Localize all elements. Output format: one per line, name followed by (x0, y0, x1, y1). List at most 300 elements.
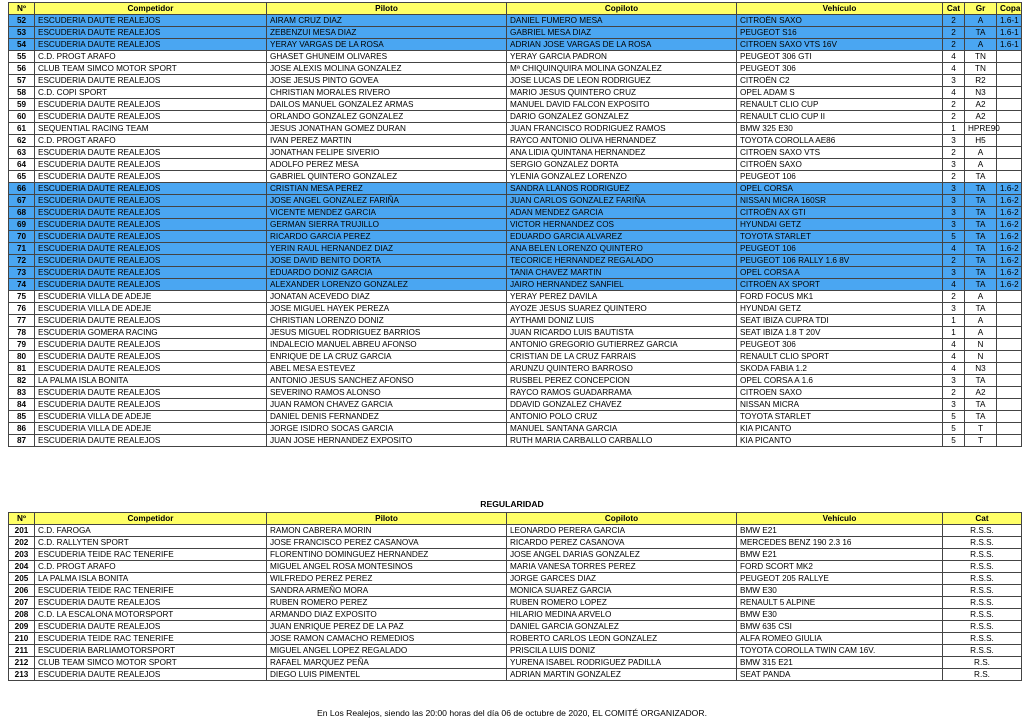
cell-copiloto: DARIO GONZALEZ GONZALEZ (507, 111, 737, 123)
table-row (9, 159, 1022, 171)
cell-gr: TN (965, 51, 997, 63)
cell-piloto: JUAN RAMON CHAVEZ GARCIA (267, 399, 507, 411)
cell-competidor: C.D. COPI SPORT (35, 87, 267, 99)
cell-piloto: SEVERINO RAMOS ALONSO (267, 387, 507, 399)
cell-cat: 3 (943, 159, 965, 171)
cell-cat: 3 (943, 267, 965, 279)
cell-cat: 2 (943, 387, 965, 399)
cell-vehiculo: RENAULT 5 ALPINE (737, 597, 943, 609)
cell-copa (997, 327, 1022, 339)
cell-piloto: INDALECIO MANUEL ABREU AFONSO (267, 339, 507, 351)
cell-gr: N3 (965, 87, 997, 99)
cell-vehiculo: SEAT PANDA (737, 669, 943, 681)
cell-gr: H5 (965, 135, 997, 147)
cell-cat: 2 (943, 111, 965, 123)
cell-vehiculo: SEAT IBIZA CUPRA TDI (737, 315, 943, 327)
cell-num: 67 (9, 195, 35, 207)
cell-piloto: CRISTIAN MESA PEREZ (267, 183, 507, 195)
cell-competidor: ESCUDERIA BARLIAMOTORSPORT (35, 645, 267, 657)
cell-copa (997, 375, 1022, 387)
cell-gr: TA (965, 243, 997, 255)
reg-header-competidor: Competidor (35, 513, 267, 525)
cell-vehiculo: PEUGEOT 205 RALLYE (737, 573, 943, 585)
cell-copa (997, 99, 1022, 111)
cell-vehiculo: RENAULT CLIO CUP (737, 99, 943, 111)
cell-num: 79 (9, 339, 35, 351)
cell-piloto: DANIEL DENIS FERNANDEZ (267, 411, 507, 423)
cell-competidor: ESCUDERIA TEIDE RAC TENERIFE (35, 633, 267, 645)
cell-copiloto: RICARDO PEREZ CASANOVA (507, 537, 737, 549)
cell-piloto: SANDRA ARMEÑO MORA (267, 585, 507, 597)
regularidad-table-header (9, 513, 1022, 525)
cell-cat: 1 (943, 327, 965, 339)
cell-gr: N (965, 339, 997, 351)
cell-vehiculo: OPEL ADAM S (737, 87, 943, 99)
cell-piloto: JUAN ENRIQUE PEREZ DE LA PAZ (267, 621, 507, 633)
cell-num: 206 (9, 585, 35, 597)
table-row (9, 351, 1022, 363)
cell-copa: 1.6-2 (997, 255, 1022, 267)
cell-gr: TA (965, 183, 997, 195)
cell-piloto: ADOLFO PEREZ MESA (267, 159, 507, 171)
cell-cat: 3 (943, 75, 965, 87)
cell-competidor: ESCUDERIA DAUTE REALEJOS (35, 351, 267, 363)
cell-num: 73 (9, 267, 35, 279)
cell-copa (997, 75, 1022, 87)
regularidad-heading: REGULARIDAD (480, 499, 544, 509)
cell-num: 66 (9, 183, 35, 195)
cell-cat: 4 (943, 87, 965, 99)
cell-cat: 3 (943, 375, 965, 387)
cell-num: 74 (9, 279, 35, 291)
cell-num: 55 (9, 51, 35, 63)
cell-vehiculo: NISSAN MICRA 160SR (737, 195, 943, 207)
cell-vehiculo: CITROEN SAXO VTS 16V (737, 39, 943, 51)
regularidad-table (8, 512, 1022, 681)
cell-copa: 1.6-1 (997, 15, 1022, 27)
cell-cat: R.S.S. (943, 561, 1022, 573)
cell-num: 86 (9, 423, 35, 435)
cell-num: 204 (9, 561, 35, 573)
table-row (9, 375, 1022, 387)
cell-gr: A (965, 327, 997, 339)
cell-copiloto: MANUEL SANTANA GARCIA (507, 423, 737, 435)
cell-copiloto: TANIA CHAVEZ MARTIN (507, 267, 737, 279)
cell-copiloto: MONICA SUAREZ GARCIA (507, 585, 737, 597)
cell-competidor: ESCUDERIA VILLA DE ADEJE (35, 303, 267, 315)
cell-competidor: ESCUDERIA VILLA DE ADEJE (35, 423, 267, 435)
cell-gr: A (965, 15, 997, 27)
cell-num: 72 (9, 255, 35, 267)
cell-cat: R.S.S. (943, 537, 1022, 549)
cell-copiloto: JUAN CARLOS GONZALEZ FARIÑA (507, 195, 737, 207)
cell-piloto: JOSE FRANCISCO PEREZ CASANOVA (267, 537, 507, 549)
cell-num: 209 (9, 621, 35, 633)
cell-num: 77 (9, 315, 35, 327)
table-row (9, 423, 1022, 435)
cell-gr: TA (965, 399, 997, 411)
cell-piloto: AIRAM CRUZ DIAZ (267, 15, 507, 27)
header-piloto: Piloto (267, 3, 507, 15)
cell-competidor: ESCUDERIA DAUTE REALEJOS (35, 363, 267, 375)
cell-competidor: ESCUDERIA DAUTE REALEJOS (35, 39, 267, 51)
cell-piloto: ZEBENZUI MESA DIAZ (267, 27, 507, 39)
cell-num: 54 (9, 39, 35, 51)
cell-competidor: ESCUDERIA DAUTE REALEJOS (35, 99, 267, 111)
cell-num: 62 (9, 135, 35, 147)
cell-piloto: WILFREDO PEREZ PEREZ (267, 573, 507, 585)
cell-num: 87 (9, 435, 35, 447)
cell-num: 70 (9, 231, 35, 243)
cell-cat: 2 (943, 99, 965, 111)
cell-copa (997, 51, 1022, 63)
cell-copiloto: GABRIEL MESA DIAZ (507, 27, 737, 39)
cell-piloto: CHRISTIAN MORALES RIVERO (267, 87, 507, 99)
header-copiloto: Copiloto (507, 3, 737, 15)
table-row (9, 573, 1022, 585)
cell-num: 210 (9, 633, 35, 645)
cell-cat: 3 (943, 135, 965, 147)
cell-cat: 3 (943, 399, 965, 411)
cell-copiloto: RAYCO RAMOS GUADARRAMA (507, 387, 737, 399)
cell-cat: 2 (943, 147, 965, 159)
cell-competidor: C.D. LA ESCALONA MOTORSPORT (35, 609, 267, 621)
cell-cat: R.S.S. (943, 633, 1022, 645)
cell-copa (997, 411, 1022, 423)
cell-piloto: IVAN PEREZ MARTIN (267, 135, 507, 147)
cell-piloto: MIGUEL ANGEL LOPEZ REGALADO (267, 645, 507, 657)
cell-piloto: EDUARDO DONIZ GARCIA (267, 267, 507, 279)
cell-copiloto: ANTONIO POLO CRUZ (507, 411, 737, 423)
table-row (9, 147, 1022, 159)
cell-vehiculo: BMW 325 E30 (737, 123, 943, 135)
cell-gr: T (965, 423, 997, 435)
cell-competidor: ESCUDERIA DAUTE REALEJOS (35, 597, 267, 609)
cell-piloto: ENRIQUE DE LA CRUZ GARCIA (267, 351, 507, 363)
cell-cat: 2 (943, 15, 965, 27)
cell-vehiculo: BMW E30 (737, 609, 943, 621)
cell-competidor: LA PALMA ISLA BONITA (35, 375, 267, 387)
table-row (9, 435, 1022, 447)
cell-competidor: ESCUDERIA DAUTE REALEJOS (35, 435, 267, 447)
cell-num: 213 (9, 669, 35, 681)
cell-competidor: ESCUDERIA DAUTE REALEJOS (35, 315, 267, 327)
cell-piloto: JORGE ISIDRO SOCAS GARCIA (267, 423, 507, 435)
cell-cat: R.S.S. (943, 549, 1022, 561)
table-row (9, 279, 1022, 291)
header-vehiculo: Vehículo (737, 3, 943, 15)
cell-competidor: ESCUDERIA DAUTE REALEJOS (35, 399, 267, 411)
cell-cat: 3 (943, 207, 965, 219)
cell-competidor: ESCUDERIA DAUTE REALEJOS (35, 111, 267, 123)
cell-cat: 4 (943, 351, 965, 363)
cell-gr: TA (965, 255, 997, 267)
cell-piloto: YERIN RAUL HERNANDEZ DIAZ (267, 243, 507, 255)
cell-cat: 5 (943, 411, 965, 423)
cell-cat: R.S.S. (943, 573, 1022, 585)
cell-competidor: ESCUDERIA DAUTE REALEJOS (35, 147, 267, 159)
cell-cat: 3 (943, 183, 965, 195)
cell-cat: 1 (943, 315, 965, 327)
cell-num: 203 (9, 549, 35, 561)
cell-num: 60 (9, 111, 35, 123)
table-row (9, 315, 1022, 327)
cell-vehiculo: CITROEN SAXO (737, 387, 943, 399)
cell-copiloto: DANIEL FUMERO MESA (507, 15, 737, 27)
cell-piloto: DIEGO LUIS PIMENTEL (267, 669, 507, 681)
cell-vehiculo: RENAULT CLIO SPORT (737, 351, 943, 363)
cell-copiloto: ANA BELEN LORENZO QUINTERO (507, 243, 737, 255)
cell-cat: R.S.S. (943, 525, 1022, 537)
cell-copiloto: TECORICE HERNANDEZ REGALADO (507, 255, 737, 267)
cell-piloto: ANTONIO JESUS SANCHEZ AFONSO (267, 375, 507, 387)
cell-copa (997, 351, 1022, 363)
cell-cat: 4 (943, 51, 965, 63)
table-row (9, 99, 1022, 111)
cell-gr: TA (965, 171, 997, 183)
cell-cat: 3 (943, 219, 965, 231)
table-row (9, 195, 1022, 207)
reg-header-copiloto: Copiloto (507, 513, 737, 525)
cell-copa (997, 291, 1022, 303)
cell-copa (997, 87, 1022, 99)
table-row (9, 657, 1022, 669)
table-row (9, 27, 1022, 39)
cell-copa: 1.6-2 (997, 231, 1022, 243)
cell-copiloto: MARIA VANESA TORRES PEREZ (507, 561, 737, 573)
cell-copa (997, 315, 1022, 327)
cell-competidor: ESCUDERIA DAUTE REALEJOS (35, 183, 267, 195)
cell-copiloto: YERAY GARCIA PADRON (507, 51, 737, 63)
header-gr: Gr (965, 3, 997, 15)
cell-copa (997, 111, 1022, 123)
cell-num: 59 (9, 99, 35, 111)
cell-competidor: ESCUDERIA DAUTE REALEJOS (35, 171, 267, 183)
cell-vehiculo: PEUGEOT 306 (737, 63, 943, 75)
cell-copiloto: ANTONIO GREGORIO GUTIERREZ GARCIA (507, 339, 737, 351)
cell-piloto: RAMON CABRERA MORIN (267, 525, 507, 537)
cell-gr: TA (965, 375, 997, 387)
cell-gr: N (965, 351, 997, 363)
cell-gr: A (965, 291, 997, 303)
header-num: Nº (9, 3, 35, 15)
cell-copiloto: RUBEN ROMERO LOPEZ (507, 597, 737, 609)
cell-piloto: VICENTE MENDEZ GARCIA (267, 207, 507, 219)
cell-competidor: C.D. PROGT ARAFO (35, 51, 267, 63)
cell-gr: R2 (965, 75, 997, 87)
cell-gr: TA (965, 267, 997, 279)
cell-copiloto: ARUNZU QUINTERO BARROSO (507, 363, 737, 375)
cell-cat: 3 (943, 195, 965, 207)
cell-num: 71 (9, 243, 35, 255)
cell-copiloto: JORGE GARCES DIAZ (507, 573, 737, 585)
cell-competidor: C.D. PROGT ARAFO (35, 561, 267, 573)
footer-note: En Los Realejos, siendo las 20:00 horas del día 06 de octubre de 2020, EL COMITÉ ORGANIZADOR. (317, 708, 707, 718)
cell-cat: 5 (943, 435, 965, 447)
cell-copiloto: YERAY PEREZ DAVILA (507, 291, 737, 303)
cell-copiloto: ROBERTO CARLOS LEON GONZALEZ (507, 633, 737, 645)
cell-cat: 4 (943, 243, 965, 255)
cell-copiloto: ADAN MENDEZ GARCIA (507, 207, 737, 219)
cell-vehiculo: CITROËN SAXO (737, 159, 943, 171)
cell-vehiculo: TOYOTA STARLET (737, 231, 943, 243)
cell-copiloto: EDUARDO GARCIA ALVAREZ (507, 231, 737, 243)
cell-vehiculo: TOYOTA STARLET (737, 411, 943, 423)
cell-copa (997, 63, 1022, 75)
cell-competidor: C.D. PROGT ARAFO (35, 135, 267, 147)
table-row (9, 411, 1022, 423)
cell-num: 211 (9, 645, 35, 657)
cell-cat: R.S.S. (943, 645, 1022, 657)
cell-copiloto: Mª CHIQUINQUIRA MOLINA GONZALEZ (507, 63, 737, 75)
cell-vehiculo: BMW E30 (737, 585, 943, 597)
cell-vehiculo: KIA PICANTO (737, 435, 943, 447)
cell-piloto: GHASET GHUNEIM OLIVARES (267, 51, 507, 63)
cell-competidor: ESCUDERIA DAUTE REALEJOS (35, 387, 267, 399)
cell-copiloto: YURENA ISABEL RODRIGUEZ PADILLA (507, 657, 737, 669)
cell-gr: TA (965, 279, 997, 291)
table-row (9, 231, 1022, 243)
cell-competidor: ESCUDERIA VILLA DE ADEJE (35, 411, 267, 423)
cell-copiloto: RUTH MARIA CARBALLO CARBALLO (507, 435, 737, 447)
cell-vehiculo: ALFA ROMEO GIULIA (737, 633, 943, 645)
cell-copa (997, 147, 1022, 159)
cell-num: 75 (9, 291, 35, 303)
cell-copiloto: RAYCO ANTONIO OLIVA HERNANDEZ (507, 135, 737, 147)
cell-copiloto: JUAN FRANCISCO RODRIGUEZ RAMOS (507, 123, 737, 135)
cell-cat: 2 (943, 255, 965, 267)
cell-copa (997, 387, 1022, 399)
cell-piloto: JOSE ALEXIS MOLINA GONZALEZ (267, 63, 507, 75)
cell-copiloto: PRISCILA LUIS DONIZ (507, 645, 737, 657)
cell-num: 61 (9, 123, 35, 135)
cell-cat: 5 (943, 423, 965, 435)
main-table-header (9, 3, 1022, 15)
cell-num: 205 (9, 573, 35, 585)
cell-piloto: DAILOS MANUEL GONZALEZ ARMAS (267, 99, 507, 111)
cell-copiloto: LEONARDO PERERA GARCIA (507, 525, 737, 537)
cell-vehiculo: FORD FOCUS MK1 (737, 291, 943, 303)
cell-copa (997, 423, 1022, 435)
cell-piloto: JOSE DAVID BENITO DORTA (267, 255, 507, 267)
cell-vehiculo: KIA PICANTO (737, 423, 943, 435)
cell-copa: 1.6-2 (997, 267, 1022, 279)
cell-copiloto: JUAN RICARDO LUIS BAUTISTA (507, 327, 737, 339)
cell-competidor: ESCUDERIA TEIDE RAC TENERIFE (35, 585, 267, 597)
cell-competidor: ESCUDERIA DAUTE REALEJOS (35, 267, 267, 279)
cell-num: 63 (9, 147, 35, 159)
cell-piloto: JUAN JOSE HERNANDEZ EXPOSITO (267, 435, 507, 447)
cell-piloto: FLORENTINO DOMINGUEZ HERNANDEZ (267, 549, 507, 561)
cell-vehiculo: HYUNDAI GETZ (737, 303, 943, 315)
cell-num: 57 (9, 75, 35, 87)
table-row (9, 339, 1022, 351)
cell-vehiculo: OPEL CORSA A (737, 267, 943, 279)
cell-vehiculo: MERCEDES BENZ 190 2.3 16 (737, 537, 943, 549)
cell-piloto: JONATHAN FELIPE SIVERIO (267, 147, 507, 159)
cell-cat: 5 (943, 231, 965, 243)
cell-num: 56 (9, 63, 35, 75)
cell-vehiculo: PEUGEOT 106 (737, 171, 943, 183)
cell-num: 85 (9, 411, 35, 423)
cell-gr: TA (965, 195, 997, 207)
cell-copiloto: AYTHAMI DONIZ LUIS (507, 315, 737, 327)
cell-cat: R.S.S. (943, 585, 1022, 597)
cell-gr: A (965, 315, 997, 327)
cell-gr: TA (965, 411, 997, 423)
cell-num: 65 (9, 171, 35, 183)
table-row (9, 87, 1022, 99)
table-row (9, 255, 1022, 267)
cell-competidor: ESCUDERIA DAUTE REALEJOS (35, 27, 267, 39)
cell-vehiculo: OPEL CORSA A 1.6 (737, 375, 943, 387)
cell-copa (997, 303, 1022, 315)
cell-cat: 4 (943, 339, 965, 351)
cell-gr: HPRE90 (965, 123, 997, 135)
cell-copiloto: RUSBEL PEREZ CONCEPCION (507, 375, 737, 387)
cell-piloto: YERAY VARGAS DE LA ROSA (267, 39, 507, 51)
cell-piloto: MIGUEL ANGEL ROSA MONTESINOS (267, 561, 507, 573)
cell-num: 76 (9, 303, 35, 315)
cell-copa (997, 339, 1022, 351)
cell-gr: TA (965, 207, 997, 219)
cell-gr: TN (965, 63, 997, 75)
table-row (9, 15, 1022, 27)
cell-piloto: JOSE JESUS PINTO GOVEA (267, 75, 507, 87)
main-entry-table (8, 2, 1022, 447)
table-row (9, 123, 1022, 135)
cell-competidor: ESCUDERIA DAUTE REALEJOS (35, 231, 267, 243)
cell-copiloto: ANA LIDIA QUINTANA HERNANDEZ (507, 147, 737, 159)
cell-competidor: ESCUDERIA DAUTE REALEJOS (35, 669, 267, 681)
cell-competidor: ESCUDERIA VILLA DE ADEJE (35, 291, 267, 303)
table-row (9, 645, 1022, 657)
cell-vehiculo: BMW 635 CSI (737, 621, 943, 633)
cell-competidor: C.D. FAROGA (35, 525, 267, 537)
cell-vehiculo: BMW E21 (737, 525, 943, 537)
cell-vehiculo: NISSAN MICRA (737, 399, 943, 411)
cell-competidor: ESCUDERIA DAUTE REALEJOS (35, 207, 267, 219)
table-row (9, 399, 1022, 411)
cell-num: 68 (9, 207, 35, 219)
cell-vehiculo: SEAT IBIZA 1.8 T 20V (737, 327, 943, 339)
cell-num: 201 (9, 525, 35, 537)
cell-vehiculo: OPEL CORSA (737, 183, 943, 195)
cell-gr: A2 (965, 111, 997, 123)
cell-copiloto: DANIEL GARCIA GONZALEZ (507, 621, 737, 633)
cell-competidor: CLUB TEAM SIMCO MOTOR SPORT (35, 657, 267, 669)
cell-competidor: ESCUDERIA DAUTE REALEJOS (35, 279, 267, 291)
cell-copiloto: YLENIA GONZALEZ LORENZO (507, 171, 737, 183)
cell-gr: TA (965, 231, 997, 243)
cell-copiloto: AYOZE JESUS SUAREZ QUINTERO (507, 303, 737, 315)
table-row (9, 111, 1022, 123)
cell-piloto: JESUS JONATHAN GOMEZ DURAN (267, 123, 507, 135)
cell-num: 82 (9, 375, 35, 387)
cell-copiloto: SANDRA LLANOS RODRIGUEZ (507, 183, 737, 195)
reg-header-num: Nº (9, 513, 35, 525)
header-competidor: Competidor (35, 3, 267, 15)
cell-num: 84 (9, 399, 35, 411)
cell-copa: 1.6-2 (997, 219, 1022, 231)
cell-gr: A2 (965, 387, 997, 399)
cell-competidor: ESCUDERIA DAUTE REALEJOS (35, 219, 267, 231)
cell-copiloto: JOSE LUCAS DE LEON RODRIGUEZ (507, 75, 737, 87)
table-row (9, 219, 1022, 231)
header-cat: Cat (943, 3, 965, 15)
cell-competidor: ESCUDERIA GOMERA RACING (35, 327, 267, 339)
regularidad-table-body (9, 525, 1022, 681)
